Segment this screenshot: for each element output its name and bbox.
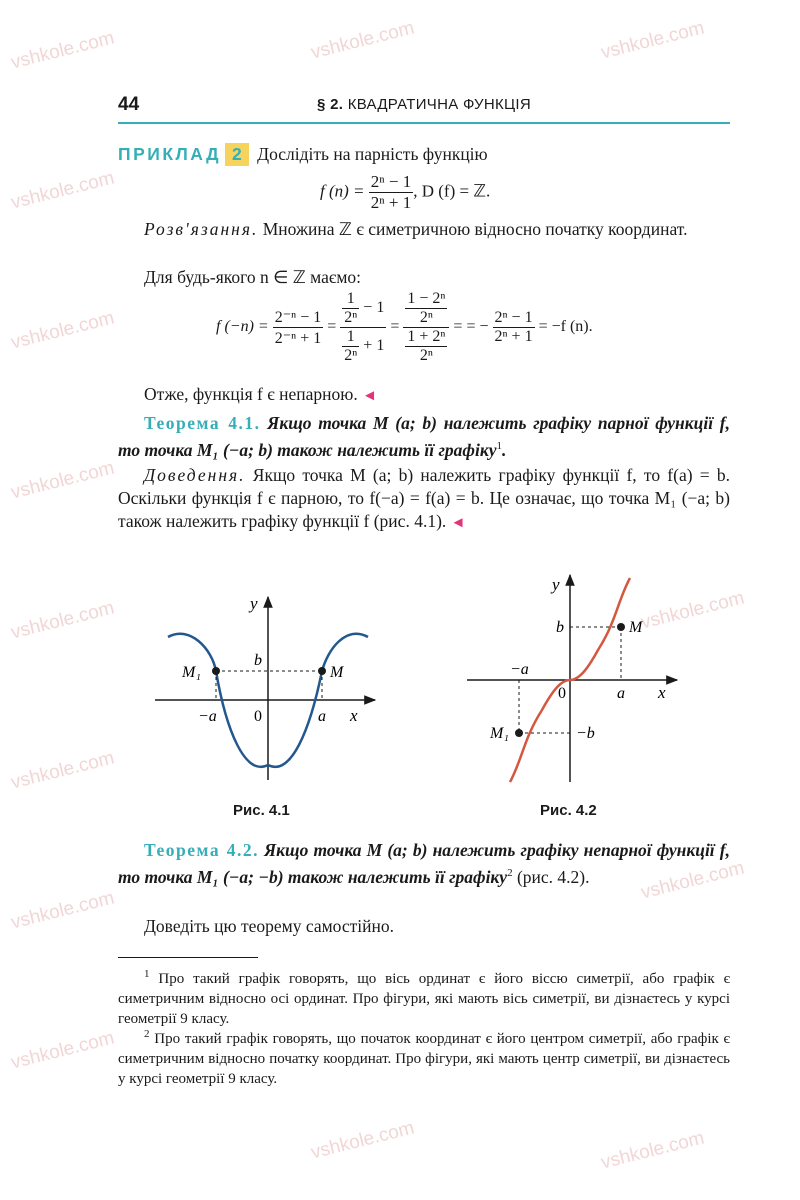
solution-conclusion [118, 383, 730, 408]
origin-label: 0 [558, 685, 566, 702]
fraction-denominator: 2⁻ⁿ + 1 [274, 330, 322, 347]
minus-equals: = − [466, 318, 489, 336]
footnote-1 [118, 964, 730, 1029]
footnote-divider [118, 957, 258, 958]
equation-fraction-1 [273, 307, 324, 348]
inner-fraction [342, 328, 359, 365]
footnote-number: 2 [144, 1028, 150, 1040]
figure-4-1 [150, 585, 390, 785]
end-of-solution-icon: ◄ [362, 388, 377, 404]
y-label: y [552, 575, 560, 594]
watermark: vshkole.com [308, 1117, 417, 1164]
theorem-4-2 [118, 839, 730, 889]
watermark: vshkole.com [8, 597, 117, 644]
equals-sign: = [453, 318, 463, 336]
x-label: x [658, 683, 666, 702]
section-title: КВАДРАТИЧНА ФУНКЦІЯ [347, 96, 531, 113]
point-m [617, 623, 625, 631]
example-task: Дослідіть на парність функцію [257, 144, 488, 164]
watermark: vshkole.com [638, 587, 747, 634]
fraction-denominator [403, 328, 449, 365]
example-number: 2 [225, 143, 249, 166]
inner-numerator: 1 + 2ⁿ [407, 328, 446, 345]
watermark: vshkole.com [8, 307, 117, 354]
section-mark: § 2. [316, 96, 344, 113]
inner-fraction [405, 328, 447, 365]
a-label: a [617, 685, 625, 702]
m1-label: M₁ [490, 725, 509, 742]
equation-fraction-4 [493, 309, 535, 346]
fraction-numerator [403, 290, 449, 328]
watermark: vshkole.com [308, 17, 417, 64]
footnote-ref: 2 [507, 867, 513, 879]
fraction-numerator: 2ⁿ − 1 [494, 309, 533, 326]
footnote-2 [118, 1024, 730, 1089]
m-label: M [629, 619, 643, 636]
page-header [118, 92, 730, 124]
watermark: vshkole.com [598, 1127, 707, 1174]
equation-lhs: f (−n) = [216, 318, 269, 336]
footnote-ref: 1 [496, 440, 502, 452]
fraction-denominator: 2ⁿ + 1 [370, 193, 412, 212]
m1-label: M₁ [182, 664, 201, 681]
watermark: vshkole.com [638, 857, 747, 904]
neg-a-label: −a [198, 708, 217, 725]
theorem-4-1 [118, 412, 730, 462]
inner-fraction [405, 290, 447, 327]
inner-numerator: 1 [342, 328, 359, 347]
solution-text: Множина ℤ є симетричною відносно початку координат. [262, 219, 688, 239]
example-heading [118, 143, 730, 166]
inner-denominator: 2ⁿ [344, 309, 358, 326]
formula-domain: , D (f) = ℤ. [413, 181, 491, 201]
m-label: M [330, 664, 344, 681]
theorem-text: Якщо точка M (a; b) належить графіку парної функції f, то точка M₁ (−a; b) також належить її графіку [118, 413, 730, 460]
watermark: vshkole.com [8, 167, 117, 214]
equals-sign: = [390, 318, 400, 336]
y-label: y [250, 594, 258, 613]
formula-fraction [369, 172, 413, 213]
x-label: x [350, 706, 358, 725]
theorem-tail: (рис. 4.2). [516, 866, 590, 887]
theorem-label: Теорема 4.1. [144, 413, 261, 433]
point-m [318, 667, 326, 675]
inner-denominator: 2ⁿ [419, 309, 433, 326]
fraction-numerator [340, 290, 386, 328]
inner-denominator: 2ⁿ [419, 347, 433, 364]
solution-paragraph [118, 218, 730, 241]
proof-text: Якщо точка M (a; b) належить графіку функції f, то f(a) = b. Оскільки функція f є парною, то f(−a) = f(a) = b. Це означає, що точка M₁ (−a; b) також належить графіку функції f (рис. 4.1). [118, 465, 731, 531]
equation-result: = −f (n). [538, 318, 593, 336]
fraction-tail: − 1 [363, 299, 385, 317]
solution-intro: Для будь-якого n ∈ ℤ маємо: [144, 267, 362, 287]
inner-numerator: 1 [342, 290, 359, 309]
proof-label: Доведення. [144, 465, 246, 485]
footnote-text: Про такий графік говорять, що початок координат є його центром симетрії, або графік є симетричним відносно початку координат. Про фігури, які мають центр симетрії, ви дізнаєтесь у курсі геометрії 9 класу. [118, 1031, 730, 1087]
watermark: vshkole.com [8, 1027, 117, 1074]
neg-b-label: −b [576, 725, 595, 742]
theorem-end: . [501, 439, 507, 460]
fraction-numerator: 2ⁿ − 1 [370, 172, 412, 191]
conclusion-text: Отже, функція f є непарною. [144, 384, 358, 404]
figure-4-2 [462, 570, 692, 790]
equation-fraction-2 [340, 290, 386, 365]
example-label: ПРИКЛАД [118, 144, 222, 164]
figure-4-2-caption: Рис. 4.2 [540, 802, 597, 819]
equals-sign: = [327, 318, 337, 336]
inner-fraction [342, 290, 359, 327]
theorem-label: Теорема 4.2. [144, 840, 259, 860]
footnote-number: 1 [144, 968, 150, 980]
neg-a-label: −a [510, 661, 529, 678]
fraction-denominator: 2ⁿ + 1 [494, 328, 533, 345]
fraction-numerator: 2⁻ⁿ − 1 [274, 309, 322, 326]
b-label: b [254, 652, 262, 669]
theorem-text: Якщо точка M (a; b) належить графіку непарної функції f, то точка M₁ (−a; −b) також належить її графіку [118, 840, 731, 887]
fraction-tail: + 1 [363, 337, 385, 355]
fraction-denominator [340, 328, 386, 365]
main-equation [216, 290, 593, 365]
page-number: 44 [118, 94, 140, 115]
formula-lhs: f (n) = [320, 181, 365, 201]
inner-numerator: 1 − 2ⁿ [407, 290, 446, 307]
example-formula [320, 172, 490, 213]
solution-label: Розв'язання. [144, 219, 259, 239]
point-m1 [212, 667, 220, 675]
origin-label: 0 [254, 708, 262, 725]
footnote-text: Про такий графік говорять, що вісь ординат є його віссю симетрії, або графік є симетричним відносно осі ординат. Про фігури, які мають вісь симетрії, ви дізнаєтесь у курсі геометрії 9 класу. [118, 971, 731, 1027]
proof-paragraph [118, 464, 730, 535]
b-label: b [556, 619, 564, 636]
running-title [118, 96, 730, 113]
point-m1 [515, 729, 523, 737]
inner-denominator: 2ⁿ [344, 347, 358, 364]
equation-fraction-3 [403, 290, 449, 365]
watermark: vshkole.com [8, 887, 117, 934]
watermark: vshkole.com [8, 747, 117, 794]
a-label: a [318, 708, 326, 725]
watermark: vshkole.com [8, 27, 117, 74]
exercise-text: Доведіть цю теорему самостійно. [144, 916, 394, 936]
watermark: vshkole.com [598, 17, 707, 64]
watermark: vshkole.com [8, 457, 117, 504]
end-of-proof-icon: ◄ [450, 515, 466, 531]
figure-4-1-caption: Рис. 4.1 [233, 802, 290, 819]
